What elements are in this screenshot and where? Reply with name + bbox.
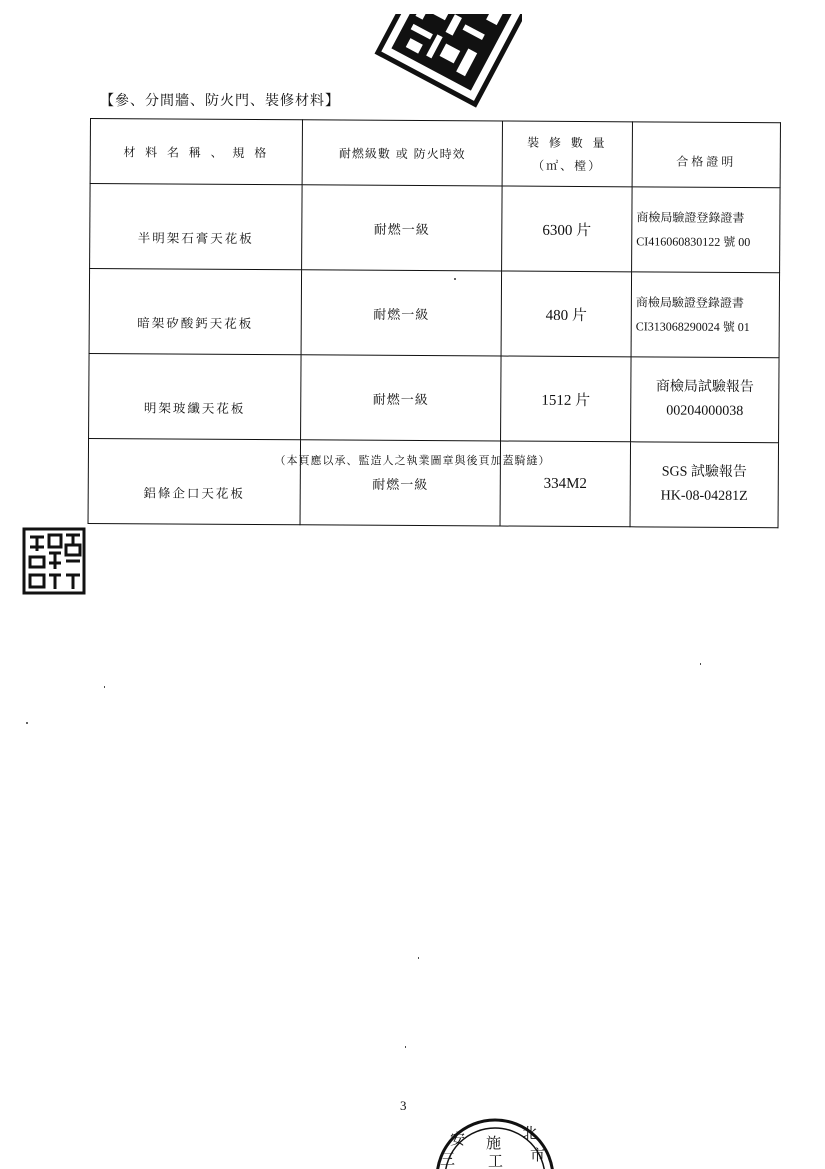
header-material: 材 料 名 稱 、 規 格 xyxy=(90,119,302,185)
cell-material: 暗架矽酸鈣天花板 xyxy=(89,269,302,355)
cell-quantity: 480 片 xyxy=(501,271,632,357)
seal-stamp-top xyxy=(372,14,522,110)
table-row xyxy=(89,353,780,442)
scan-speck xyxy=(405,1046,406,1048)
certificate-line-1: 商檢局驗證登錄證書 xyxy=(636,210,745,225)
certificate-line-1: SGS 試驗報告 xyxy=(661,464,747,481)
scan-speck xyxy=(104,686,105,688)
scan-speck xyxy=(26,722,28,724)
stamp-char: 安 xyxy=(450,1130,466,1148)
certificate-line-1: 商檢局驗證登錄證書 xyxy=(635,295,744,310)
cell-quantity: 1512 片 xyxy=(501,356,632,442)
cell-grade: 耐燃一級 xyxy=(302,185,503,271)
cell-quantity: 334M2 xyxy=(500,441,631,527)
cell-certificate xyxy=(631,357,780,443)
stamp-char: 北 xyxy=(522,1124,538,1142)
stamp-char: 施 xyxy=(486,1134,502,1152)
header-quantity-unit: （㎡、樘） xyxy=(532,158,603,174)
cell-grade: 耐燃一級 xyxy=(300,440,501,526)
table-row xyxy=(89,269,780,358)
certificate-line-2: HK-08-04281Z xyxy=(660,488,748,505)
seal-stamp-bottom xyxy=(430,1108,560,1169)
scan-speck xyxy=(700,663,701,665)
cell-material: 鋁條企口天花板 xyxy=(88,438,301,524)
seam-stamp-note: （本頁應以承、監造人之執業圖章與後頁加蓋騎縫） xyxy=(274,454,551,467)
stamp-char: 三 xyxy=(440,1150,456,1168)
header-grade: 耐燃級數 或 防火時效 xyxy=(302,120,502,186)
cell-certificate xyxy=(632,187,781,273)
table-header-row xyxy=(90,119,780,188)
cell-certificate xyxy=(631,272,780,358)
seal-stamp-side xyxy=(22,527,86,595)
scan-speck xyxy=(418,957,419,959)
scan-speck xyxy=(454,278,456,280)
certificate-line-1: 商檢局試驗報告 xyxy=(655,379,754,396)
page-number: 3 xyxy=(400,1098,407,1113)
header-certificate: 合格證明 xyxy=(632,122,780,188)
stamp-char: 工 xyxy=(488,1152,504,1169)
stamp-char: 市 xyxy=(530,1146,546,1164)
header-quantity-label: 裝 修 數 量 xyxy=(527,135,608,151)
header-quantity xyxy=(502,121,632,187)
certificate-line-2: CI313068290024 號 01 xyxy=(635,319,750,335)
certificate-line-2: 00204000038 xyxy=(666,403,744,419)
cell-grade: 耐燃一級 xyxy=(301,355,502,441)
table-row xyxy=(90,184,781,273)
cell-material: 半明架石膏天花板 xyxy=(90,184,303,270)
cell-grade: 耐燃一級 xyxy=(301,270,502,356)
certificate-line-2: CI416060830122 號 00 xyxy=(636,234,751,250)
section-title: 【參、分間牆、防火門、裝修材料】 xyxy=(100,93,340,109)
cell-quantity: 6300 片 xyxy=(502,186,633,272)
cell-material: 明架玻纖天花板 xyxy=(89,353,302,439)
